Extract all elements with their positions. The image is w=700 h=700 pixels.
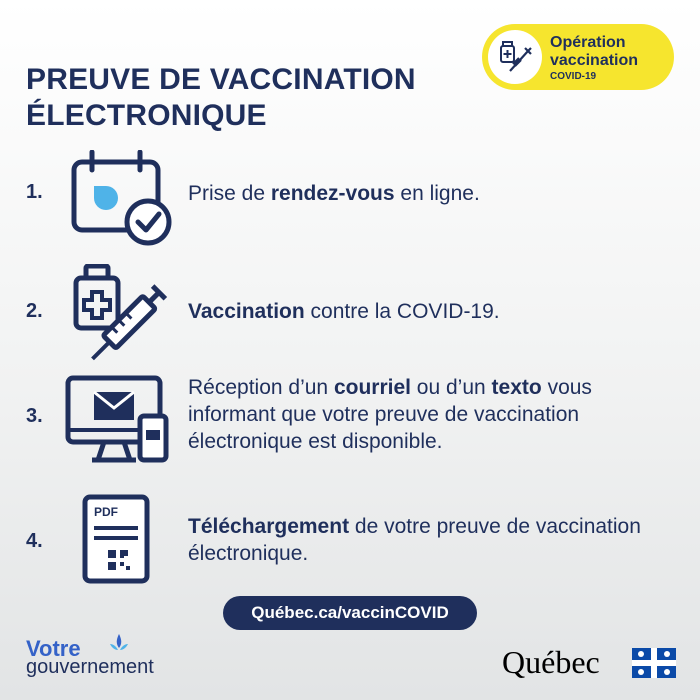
pdf-label: PDF — [94, 505, 118, 519]
step-3-text-part: Réception d’un — [188, 376, 334, 399]
step-3-text-bold: texto — [491, 376, 542, 399]
gov-line1: Votre — [26, 636, 81, 661]
operation-vaccination-badge — [482, 24, 674, 90]
step-2-number: 2. — [26, 300, 43, 322]
step-2-text-part: contre la COVID-19. — [304, 300, 500, 323]
quebec-flag-icon — [632, 648, 676, 678]
step-4-text — [188, 513, 648, 567]
step-3-text-part: ou d’un — [410, 376, 492, 399]
step-1-text-part: Prise de — [188, 182, 271, 205]
title-line1: PREUVE DE VACCINATION — [26, 63, 416, 96]
fleur-flame-icon — [106, 632, 132, 658]
vaccine-vial-syringe-icon — [70, 264, 174, 364]
badge-text — [550, 34, 638, 83]
badge-line1: Opération — [550, 34, 626, 51]
step-4-number: 4. — [26, 530, 43, 552]
title-line2: ÉLECTRONIQUE — [26, 99, 267, 132]
vial-syringe-icon — [495, 37, 535, 77]
step-3-text-part: vous informant que votre preuve de vaccination électronique est disponible. — [188, 376, 592, 453]
step-3-text — [188, 374, 678, 455]
badge-line3: COVID-19 — [550, 71, 597, 82]
step-4-text-bold: Téléchargement — [188, 515, 350, 538]
gov-line2: gouvernement — [26, 656, 154, 678]
badge-circle — [488, 30, 542, 84]
step-3-text-bold: courriel — [333, 376, 411, 399]
step-1-text — [188, 180, 480, 207]
quebec-wordmark: Québec — [502, 644, 600, 680]
quebec-vaccin-url-link[interactable]: Québec.ca/vaccinCOVID — [223, 596, 477, 630]
calendar-check-icon — [70, 150, 180, 250]
step-4-text-part: de votre preuve de vaccination électronique. — [188, 515, 641, 565]
step-1-text-bold: rendez-vous — [270, 182, 395, 205]
computer-email-phone-icon — [64, 374, 174, 468]
step-2-text — [188, 298, 500, 325]
step-2-text-bold: Vaccination — [188, 300, 305, 323]
step-1-number: 1. — [26, 181, 43, 203]
page-title — [26, 62, 416, 134]
step-1-text-part: en ligne. — [394, 182, 480, 205]
badge-line2: vaccination — [550, 52, 639, 69]
pdf-qr-document-icon — [82, 494, 150, 584]
step-3-number: 3. — [26, 405, 43, 427]
